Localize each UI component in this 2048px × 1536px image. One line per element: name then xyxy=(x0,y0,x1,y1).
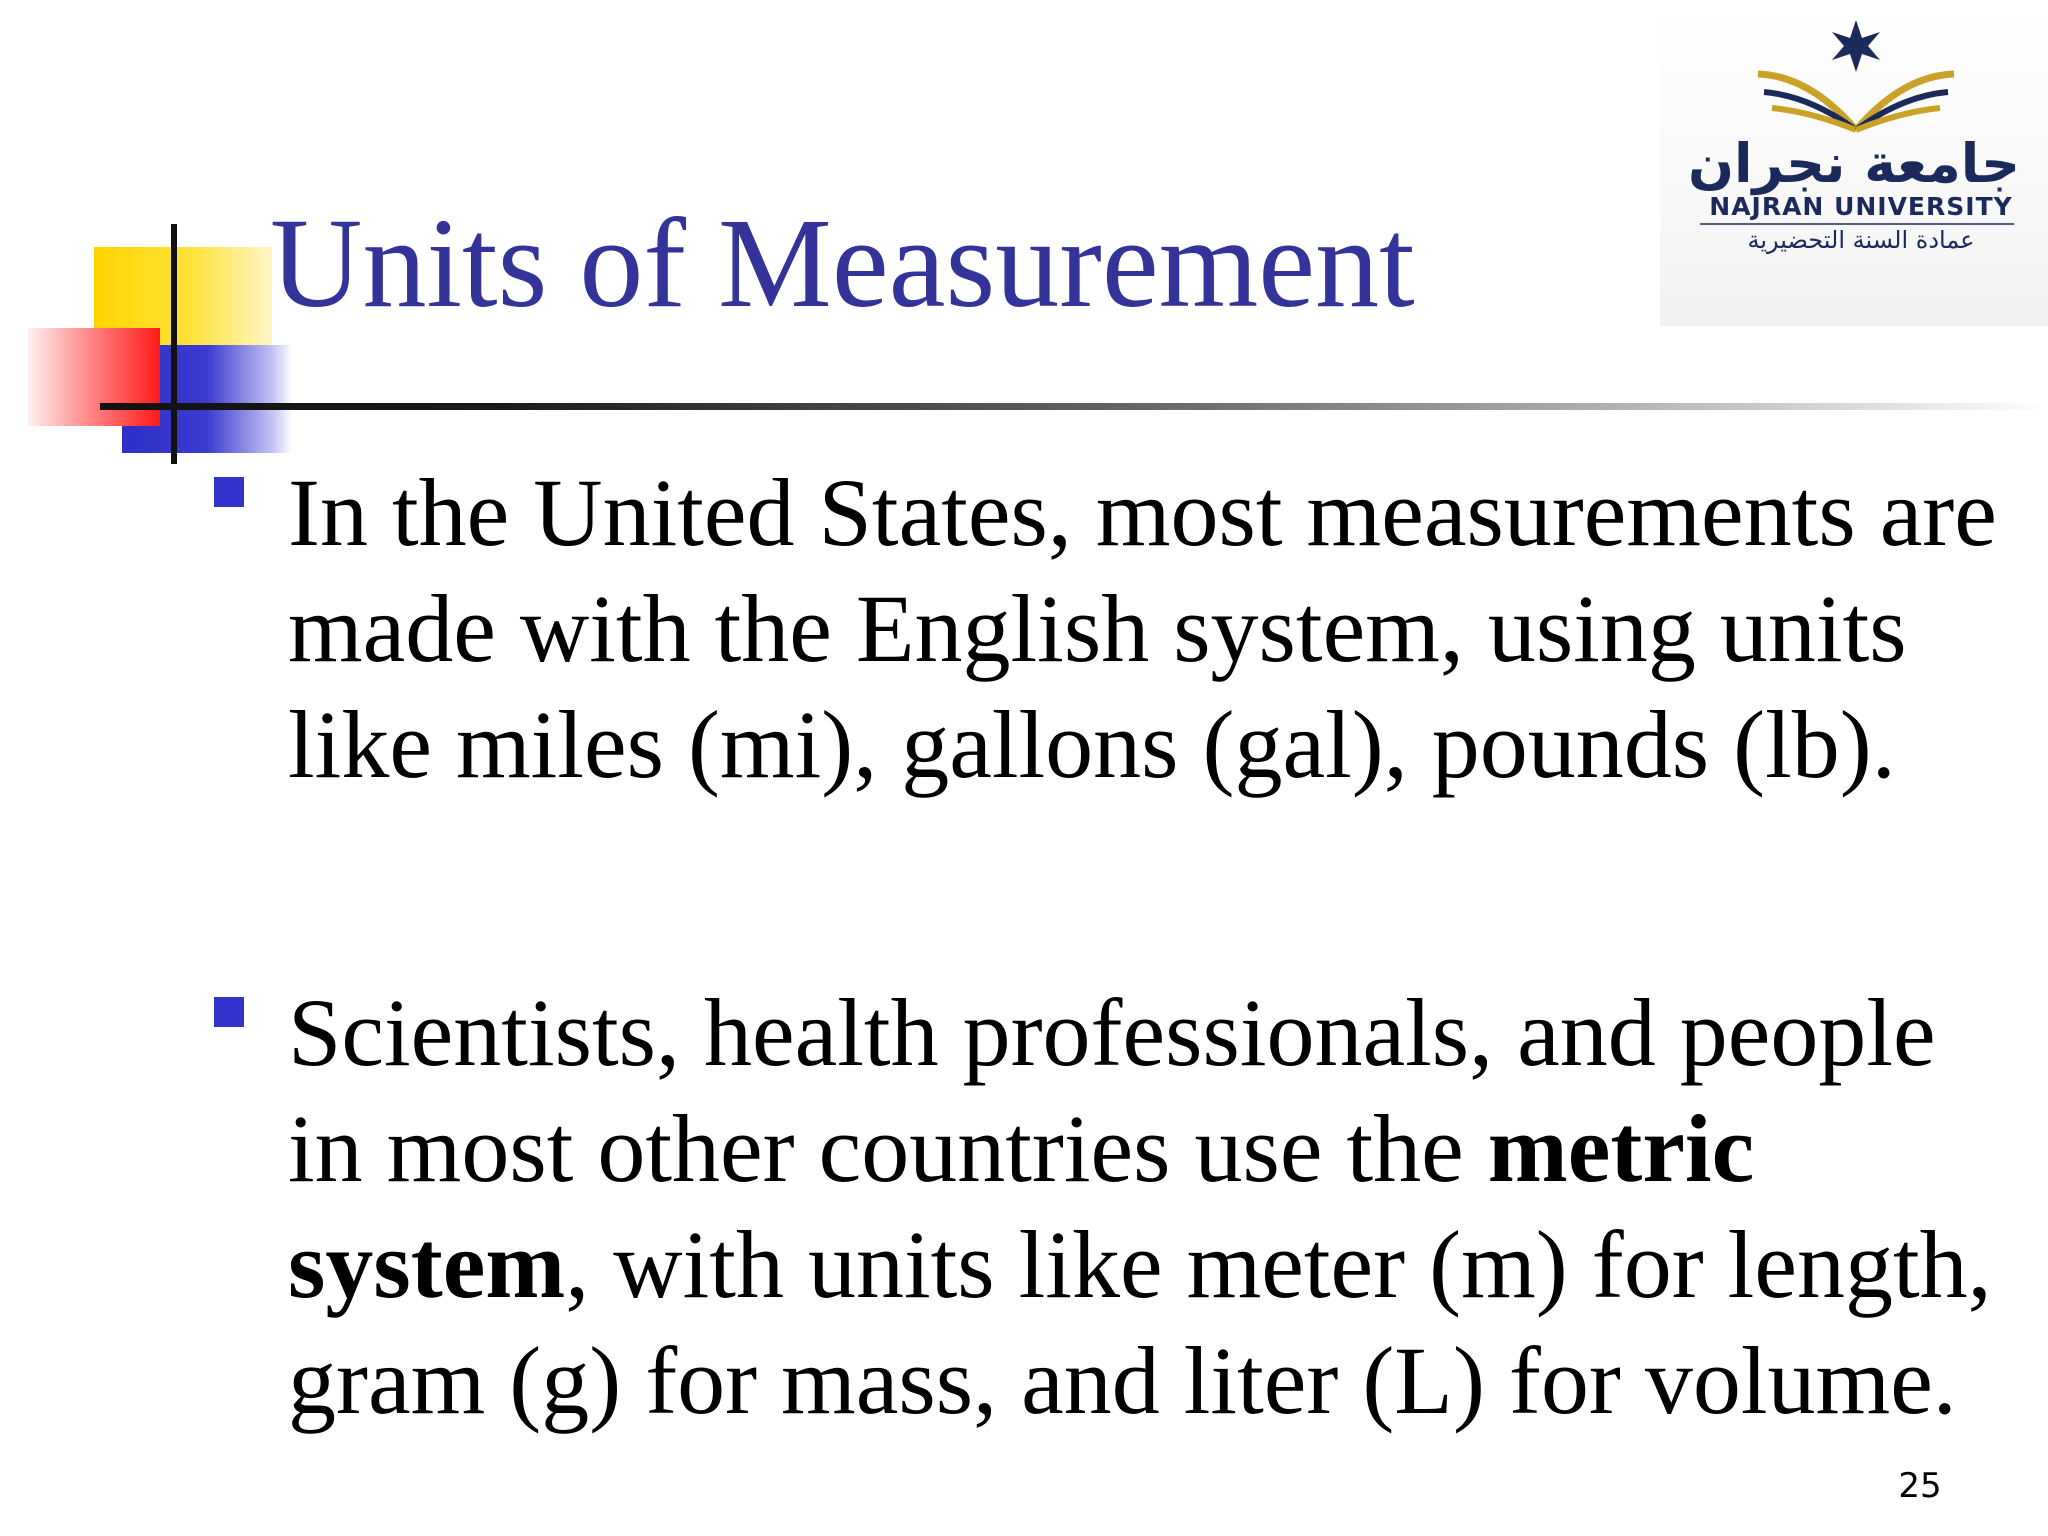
bullet-text: In the United States, most measurements are made with the English system, using units like miles (mi), gallons (gal), pounds (lb). xyxy=(288,459,1997,798)
square-bullet-icon xyxy=(214,477,244,507)
page-number: 25 xyxy=(1898,1466,1942,1506)
title-underline-rule xyxy=(100,403,2048,410)
university-logo xyxy=(1660,6,2048,326)
decorative-red-square xyxy=(28,328,160,426)
slide-title: Units of Measurement xyxy=(270,192,1415,334)
decorative-vertical-line xyxy=(171,224,177,464)
logo-english-title: NAJRAN UNIVERSITY xyxy=(1709,192,2013,221)
bullet-text-before: Scientists, health professionals, and people in most other countries use the xyxy=(288,979,1936,1202)
bullet-text xyxy=(288,975,2028,1439)
square-bullet-icon xyxy=(214,997,244,1027)
logo-arabic-title: جامعة نجران xyxy=(1687,132,2020,195)
bullet-text-bold-term: metric system xyxy=(288,1095,1755,1318)
logo-arabic-subtitle: عمادة السنة التحضيرية xyxy=(1747,226,1975,254)
bullet-text-after: , with units like meter (m) for length, gram (g) for mass, and liter (L) for volume. xyxy=(288,1211,1992,1434)
